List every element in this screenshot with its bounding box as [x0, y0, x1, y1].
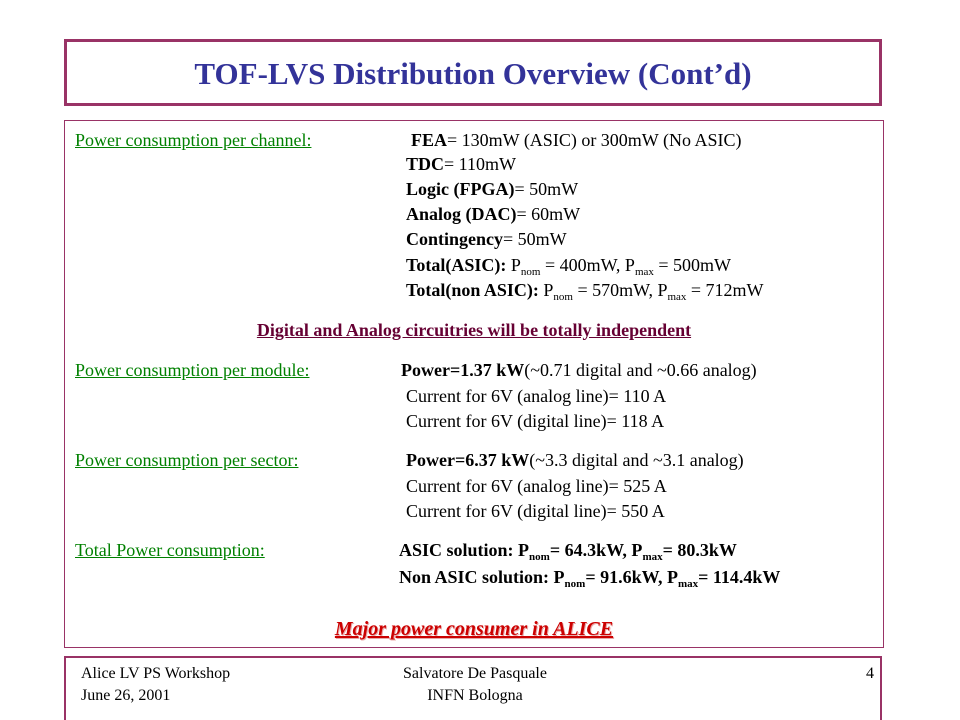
max-subscript: max — [667, 291, 687, 303]
p-symbol: P — [543, 280, 554, 300]
contingency-value: = 50mW — [503, 229, 567, 249]
analog-label: Analog (DAC) — [406, 204, 517, 224]
max-value: = 500mW — [653, 255, 732, 275]
nom-value: = 91.6kW, P — [585, 567, 678, 587]
channel-total-non-asic — [406, 279, 764, 301]
total-non-asic — [399, 566, 780, 588]
footer-workshop: Alice LV PS Workshop — [81, 665, 231, 682]
channel-heading: Power consumption per channel: — [75, 130, 312, 150]
tdc-label: TDC — [406, 154, 445, 174]
footer — [64, 656, 882, 720]
logic-label: Logic (FPGA) — [406, 179, 515, 199]
total-asic-label: Total(ASIC): — [406, 255, 507, 275]
fea-value: = 130mW (ASIC) or 300mW (No ASIC) — [447, 130, 742, 150]
sector-power-detail: (~3.3 digital and ~3.1 analog) — [529, 450, 744, 470]
module-power — [401, 359, 757, 381]
independence-note: Digital and Analog circuitries will be totally independent — [256, 320, 692, 340]
asic-label: ASIC solution: P — [399, 540, 530, 560]
sector-power-label: Power=6.37 kW — [406, 450, 530, 470]
nom-value: = 64.3kW, P — [549, 540, 643, 560]
footer-author: Salvatore De Pasquale — [403, 665, 547, 682]
nom-value: = 400mW, P — [540, 255, 635, 275]
contingency-label: Contingency — [406, 229, 504, 249]
slide-title: TOF-LVS Distribution Overview (Cont’d) — [194, 56, 752, 91]
content-box — [64, 120, 884, 648]
nom-subscript: nom — [564, 578, 586, 590]
channel-line-fea — [411, 129, 741, 151]
max-value: = 114.4kW — [698, 567, 781, 587]
max-subscript: max — [677, 578, 699, 590]
total-heading: Total Power consumption: — [75, 540, 265, 560]
channel-line-logic — [406, 178, 578, 200]
fea-label: FEA — [411, 130, 447, 150]
sector-current-analog: Current for 6V (analog line)= 525 A — [406, 476, 667, 496]
tdc-value: = 110mW — [444, 154, 516, 174]
total-asic — [399, 539, 737, 561]
non-asic-label: Non ASIC solution: P — [399, 567, 565, 587]
channel-line-contingency — [406, 228, 567, 250]
module-power-detail: (~0.71 digital and ~0.66 analog) — [524, 360, 757, 380]
max-value: = 712mW — [686, 280, 764, 300]
sector-power — [406, 449, 744, 471]
footer-date: June 26, 2001 — [81, 687, 171, 704]
title-box — [64, 39, 882, 106]
page-number: 4 — [866, 665, 874, 682]
sector-current-digital: Current for 6V (digital line)= 550 A — [406, 501, 665, 521]
module-current-analog: Current for 6V (analog line)= 110 A — [406, 386, 667, 406]
channel-line-tdc — [406, 153, 516, 175]
nom-subscript: nom — [520, 266, 541, 278]
module-power-label: Power=1.37 kW — [401, 360, 525, 380]
p-symbol: P — [510, 255, 521, 275]
module-current-digital: Current for 6V (digital line)= 118 A — [406, 411, 665, 431]
analog-value: = 60mW — [516, 204, 581, 224]
total-non-asic-label: Total(non ASIC): — [406, 280, 539, 300]
nom-value: = 570mW, P — [572, 280, 668, 300]
channel-total-asic — [406, 254, 731, 276]
nom-subscript: nom — [553, 291, 573, 303]
logic-value: = 50mW — [514, 179, 579, 199]
module-heading: Power consumption per module: — [75, 360, 310, 380]
sector-heading: Power consumption per sector: — [75, 450, 299, 470]
major-consumer-note: Major power consumer in ALICE — [334, 618, 614, 640]
nom-subscript: nom — [529, 551, 550, 563]
channel-line-analog — [406, 203, 580, 225]
max-value: = 80.3kW — [662, 540, 737, 560]
max-subscript: max — [634, 266, 654, 278]
footer-institution: INFN Bologna — [427, 687, 523, 704]
max-subscript: max — [642, 551, 663, 563]
